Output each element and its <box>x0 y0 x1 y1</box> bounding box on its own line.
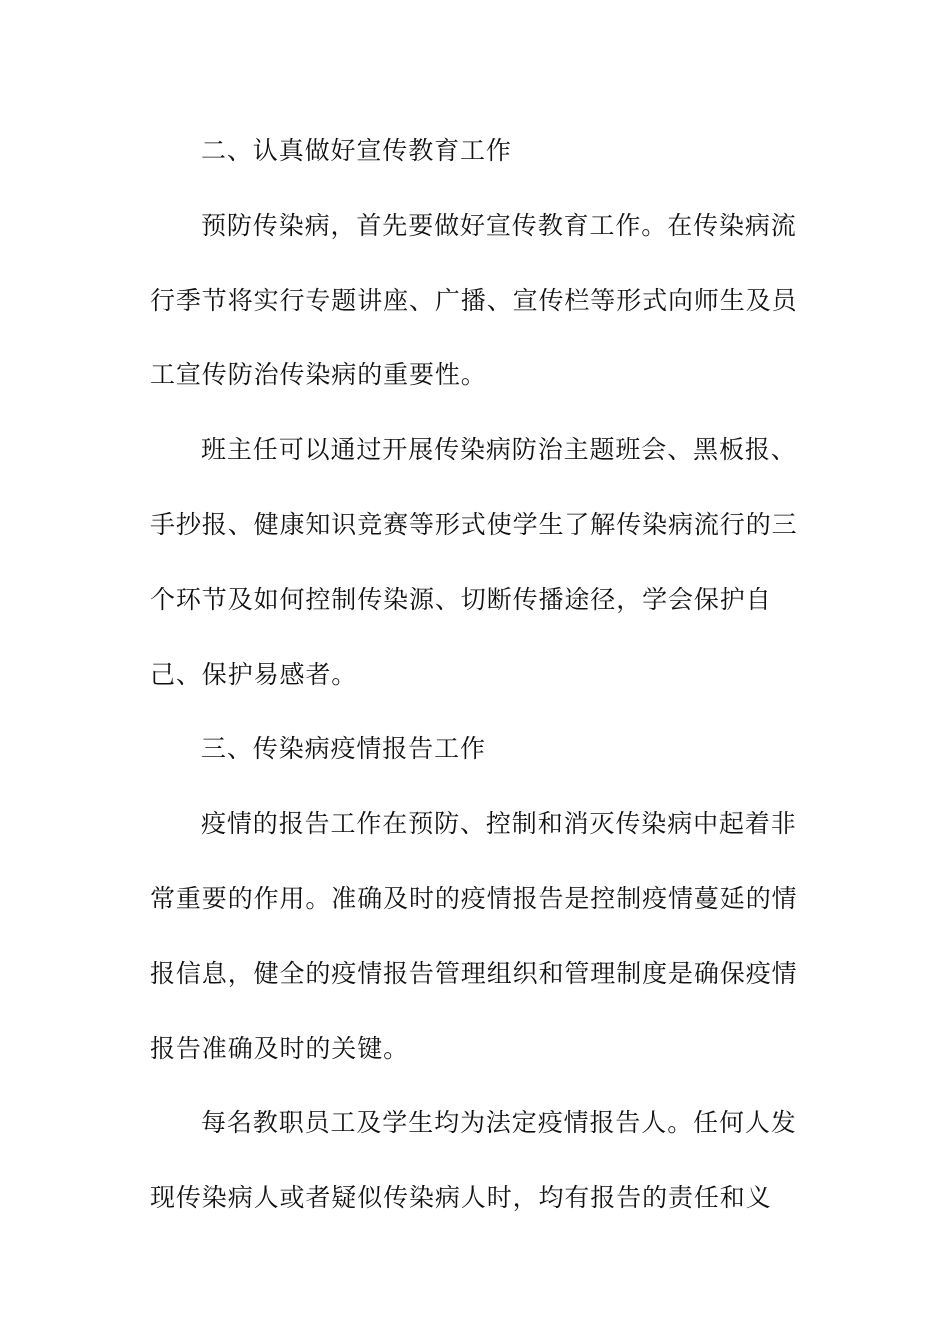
paragraph-line: 疫情的报告工作在预防、控制和消灭传染病中起着非 <box>201 809 797 839</box>
paragraph-line: 个环节及如何控制传染源、切断传播途径，学会保护自 <box>150 584 772 614</box>
paragraph-line: 每名教职员工及学生均为法定疫情报告人。任何人发 <box>201 1108 797 1138</box>
paragraph-line: 己、保护易感者。 <box>150 659 358 689</box>
paragraph-line: 手抄报、健康知识竞赛等形式使学生了解传染病流行的三 <box>150 509 798 539</box>
paragraph-line: 预防传染病，首先要做好宣传教育工作。在传染病流 <box>201 210 797 240</box>
paragraph-line: 报信息，健全的疫情报告管理组织和管理制度是确保疫情 <box>150 958 798 988</box>
document-body <box>150 114 798 1236</box>
paragraph-line: 现传染病人或者疑似传染病人时，均有报告的责任和义 <box>150 1183 772 1213</box>
paragraph-line: 工宣传防治传染病的重要性。 <box>150 360 487 390</box>
paragraph-line: 行季节将实行专题讲座、广播、宣传栏等形式向师生及员 <box>150 285 798 315</box>
paragraph-line: 班主任可以通过开展传染病防治主题班会、黑板报、 <box>201 435 797 465</box>
section-heading-epidemic-report: 三、传染病疫情报告工作 <box>201 734 486 764</box>
paragraph-line: 常重要的作用。准确及时的疫情报告是控制疫情蔓延的情 <box>150 883 798 913</box>
paragraph-line: 报告准确及时的关键。 <box>150 1033 410 1063</box>
section-heading-publicity: 二、认真做好宣传教育工作 <box>201 136 512 165</box>
